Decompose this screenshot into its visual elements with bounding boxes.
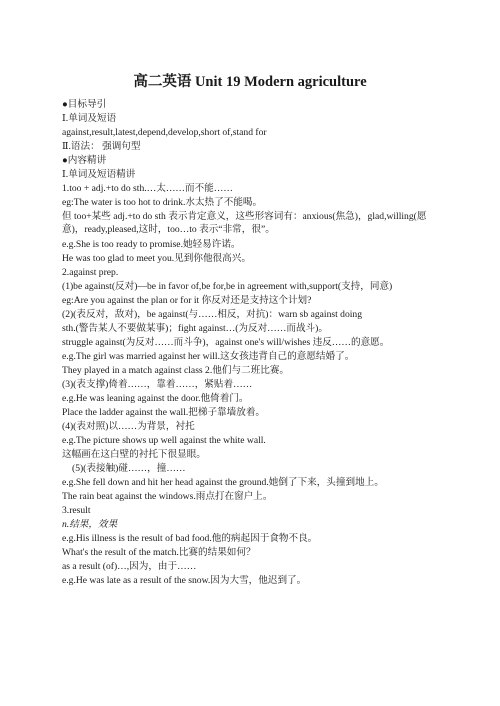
section-heading-content: ●内容精讲 — [62, 155, 107, 166]
item-too-to: 1.too + adj.+to do sth.…太……而不能…… — [62, 183, 233, 194]
definition-line: (2)(表反对，敌对)，be against(与……相反，对抗)：warn sb against doing — [62, 309, 363, 320]
definition-line: (4)(表对照)以……为背景，衬托 — [62, 421, 195, 432]
item-against: 2.against prep. — [62, 267, 119, 278]
example-line: e.g.He was leaning against the door.他倚着门。 — [62, 393, 249, 404]
example-line: The rain beat against the windows.雨点打在窗户上。 — [62, 491, 273, 502]
example-line: e.g.The picture shows up well against the white wall. — [62, 435, 266, 446]
paragraph-too-positive: 但 too+某些 adj.+to do sth 表示肯定意义，这些形容词有：anxious(焦急)，glad,willing(愿意)，ready,pleased,这时，too…to 表示“非常，很”。 — [62, 211, 427, 235]
example-line: e.g.She is too ready to promise.她轻易许诺。 — [62, 239, 241, 250]
example-line: eg:Are you against the plan or for it 你反对还是支持这个计划? — [62, 295, 312, 306]
example-line: Place the ladder against the wall.把梯子靠墙放着。 — [62, 407, 266, 418]
example-line: What's the result of the match.比赛的结果如何？ — [62, 547, 256, 558]
definition-line: (3)(表支撑)倚着……，靠着……，紧贴着…… — [62, 379, 253, 390]
subheading-vocab: Ⅰ.单词及短语 — [62, 113, 117, 124]
vocab-list: against,result,latest,depend,develop,short of,stand for — [62, 127, 267, 138]
example-line: e.g.She fell down and hit her head against the ground.她倒了下来，头撞到地上。 — [62, 477, 384, 488]
example-line: e.g.His illness is the result of bad food.他的病起因于食物不良。 — [62, 533, 318, 544]
example-line: They played in a match against class 2.他们与二班比赛。 — [62, 365, 290, 376]
subheading-vocab-detail: Ⅰ.单词及短语精讲 — [62, 169, 136, 180]
example-line: e.g.He was late as a result of the snow.因为大雪，他迟到了。 — [62, 575, 307, 586]
definition-line: struggle against(为反对……而斗争)，against one's will/wishes 违反……的意愿。 — [62, 337, 390, 348]
definition-line: (1)be against(反对)—be in favor of,be for,be in agreement with,support(支持，同意) — [62, 281, 393, 292]
subheading-grammar: Ⅱ.语法： 强调句型 — [62, 141, 141, 152]
section-heading-goals: ●目标导引 — [62, 99, 107, 110]
definition-line: (5)(表接触)碰……，撞…… — [72, 463, 186, 474]
item-result: 3.result — [62, 505, 91, 516]
example-line: He was too glad to meet you.见到你他很高兴。 — [62, 253, 251, 264]
example-line: eg:The water is too hot to drink.水太热了不能喝。 — [62, 197, 263, 208]
definition-line: n.结果，效果 — [62, 519, 118, 530]
example-line: e.g.The girl was married against her will.这女孩违背自己的意愿结婚了。 — [62, 351, 355, 362]
example-line: 这幅画在这白壁的衬托下很显眼。 — [62, 449, 206, 460]
definition-line: sth.(警告某人不要做某事)；fight against…(为反对……而战斗)。 — [62, 323, 328, 334]
definition-line: as a result (of)…,因为，由于…… — [62, 561, 197, 572]
document-title: 高二英语 Unit 19 Modern agriculture — [133, 74, 367, 90]
